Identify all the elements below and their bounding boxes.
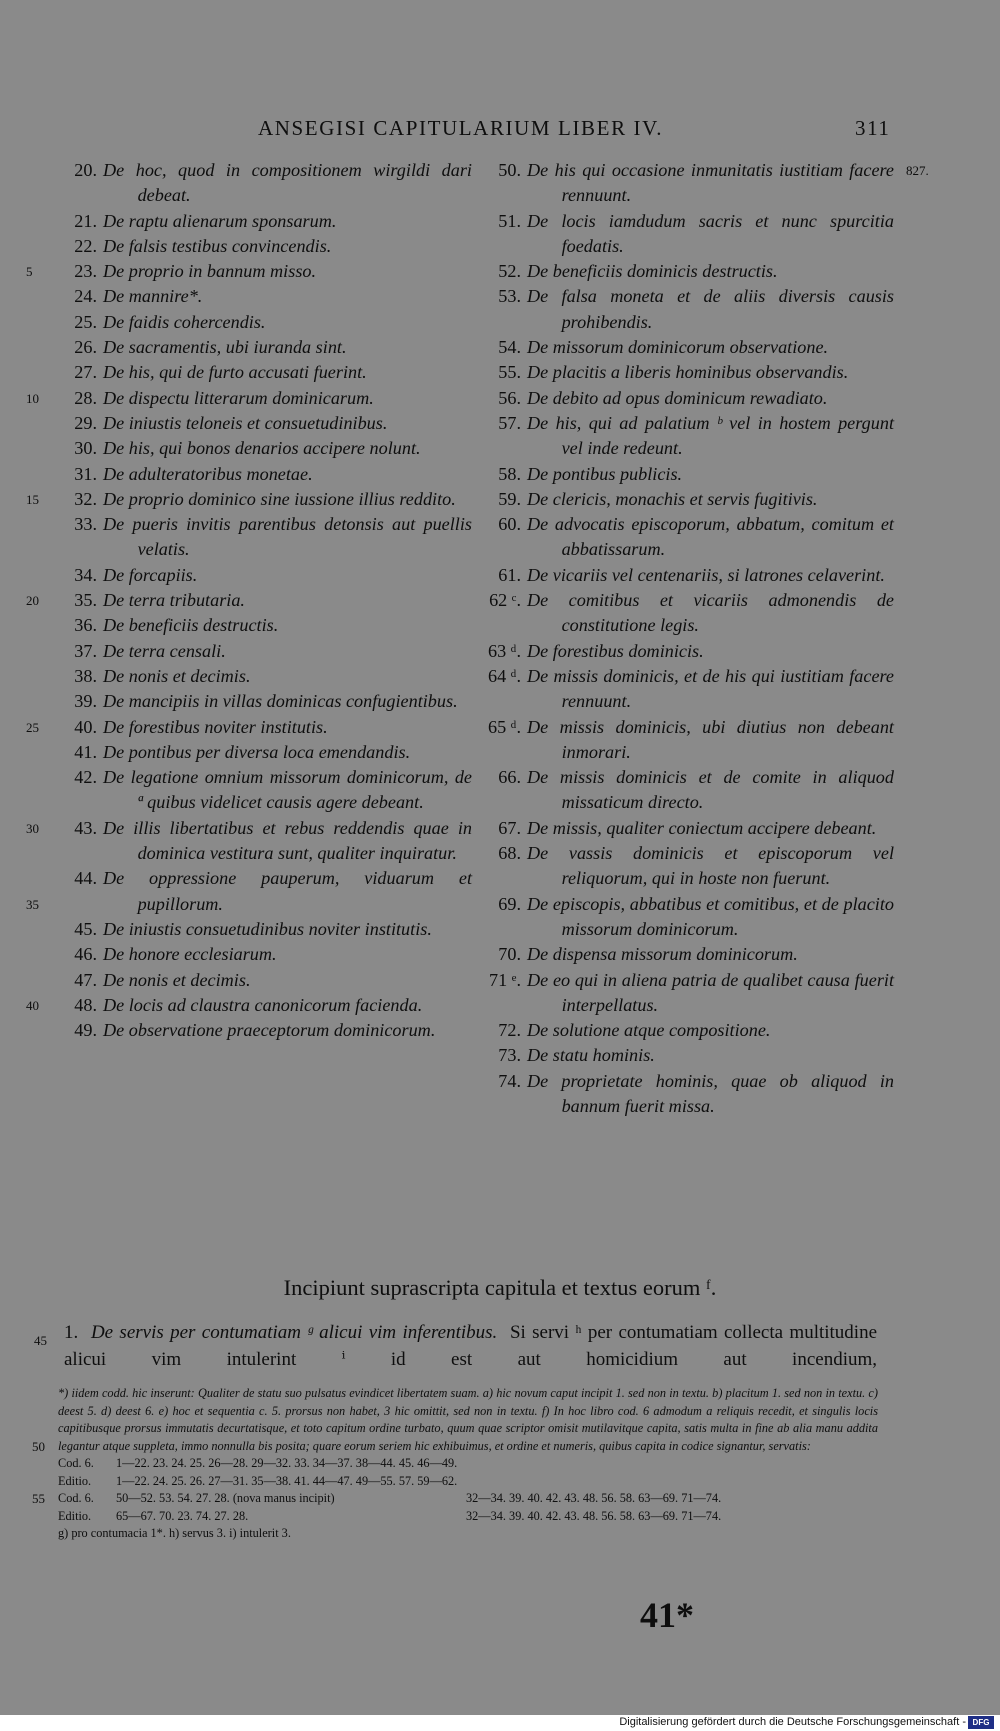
- chapter-number: 38.: [74, 665, 97, 686]
- footnote-paragraph: [32, 1385, 878, 1455]
- chapter-title: De placitis a liberis hominibus observandis.: [527, 362, 849, 383]
- chapter-number: 47.: [74, 969, 97, 990]
- chapter-entry: [30, 335, 472, 360]
- chapter-title: De sacramentis, ubi iuranda sint.: [103, 337, 347, 358]
- collation-values: 50—52. 53. 54. 27. 28. (nova manus incipit): [116, 1491, 335, 1505]
- chapter-title: De his qui occasione inmunitatis iustitiam facere rennuunt.: [527, 160, 894, 206]
- chapter-title: De oppressione pauperum, viduarum et pupillorum.: [103, 868, 472, 914]
- signature-mark: 41*: [640, 1595, 694, 1635]
- collation-row: [58, 1473, 878, 1491]
- marginal-year: 827.: [906, 163, 929, 178]
- chapter-title: De proprio dominico sine iussione illius reddito.: [103, 488, 456, 509]
- chapter-rubric: De servis per contumatiam ᵍ alicui vim inferentibus.: [90, 1322, 498, 1343]
- chapter-title: De mancipiis in villas dominicas confugientibus.: [103, 691, 458, 712]
- chapter-number: 50.: [498, 160, 521, 180]
- chapter-title: De beneficiis dominicis destructis.: [527, 261, 778, 282]
- chapter-number: 33.: [74, 514, 97, 535]
- line-number: 45: [34, 1333, 47, 1348]
- chapter-number: 54.: [498, 337, 521, 358]
- chapter-number: 70.: [498, 944, 521, 965]
- chapter-entry: [484, 335, 894, 360]
- chapter-number: 64 ᵈ.: [488, 665, 521, 686]
- chapter-title: De observatione praeceptorum dominicorum.: [103, 1020, 436, 1041]
- line-number: 10: [26, 390, 39, 406]
- chapter-entry: [484, 462, 894, 487]
- chapter-number: 67.: [498, 817, 521, 838]
- chapter-title: De legatione omnium missorum dominicorum, de ª quibus videlicet causis agere debeant.: [103, 767, 472, 813]
- chapter-title: De pontibus per diversa loca emendandis.: [103, 741, 411, 762]
- collation-table: [32, 1455, 878, 1525]
- chapter-entry: [484, 386, 894, 411]
- chapter-title: De honore ecclesiarum.: [103, 944, 277, 965]
- chapter-number: 62 ᶜ.: [489, 590, 521, 611]
- chapter-entry: [484, 158, 894, 209]
- chapter-entry: [30, 816, 472, 867]
- collation-values: 1—22. 23. 24. 25. 26—28. 29—32. 33. 34—37. 38—44. 45. 46—49.: [116, 1456, 458, 1470]
- chapter-number: 27.: [74, 362, 97, 383]
- chapter-entry: [26, 386, 472, 411]
- chapter-entry: [26, 866, 472, 917]
- line-number: 15: [26, 491, 39, 507]
- chapter-entry: [484, 765, 894, 816]
- chapter-title: De raptu alienarum sponsarum.: [103, 210, 337, 231]
- chapter-number: 57.: [498, 412, 521, 433]
- chapter-text: Si servi ʰ per contumatiam collecta multitudine alicui vim intulerint ⁱ id est aut homicidium aut incendium,: [64, 1322, 878, 1370]
- chapter-list-right: [484, 158, 929, 1119]
- chapter-title: De vassis dominicis et episcoporum vel reliquorum, qui in hoste non fuerunt.: [527, 843, 894, 889]
- chapter-title: De dispectu litterarum dominicarum.: [103, 387, 374, 408]
- chapter-title: De mannire*.: [103, 286, 203, 307]
- chapter-title: De missis dominicis, et de his qui iustitiam facere rennuunt.: [527, 665, 894, 712]
- chapter-entry: [484, 259, 894, 284]
- chapter-title: De beneficiis destructis.: [103, 615, 279, 636]
- chapter-title: De dispensa missorum dominicorum.: [527, 944, 798, 965]
- chapter-entry: [484, 892, 894, 943]
- chapter-number: 51.: [498, 210, 521, 231]
- chapter-entry: [30, 512, 472, 563]
- chapter-title: De nonis et decimis.: [103, 969, 251, 990]
- collation-label: Cod. 6.: [58, 1491, 94, 1505]
- chapter-entry: [484, 942, 894, 967]
- chapter-title: De pueris invitis parentibus detonsis aut puellis velatis.: [103, 514, 472, 560]
- chapter-number: 1.: [64, 1322, 79, 1343]
- collation-label: Editio.: [58, 1473, 92, 1488]
- chapter-entry: [484, 816, 894, 841]
- chapter-number: 71 ᵉ.: [489, 969, 521, 990]
- chapter-entry: [484, 411, 894, 462]
- collation-label: Editio.: [58, 1508, 92, 1523]
- chapter-number: 46.: [74, 944, 97, 965]
- chapter-number: 35.: [74, 590, 97, 611]
- chapter-number: 22.: [74, 235, 97, 256]
- collation-row: [32, 1490, 878, 1508]
- chapter-title: De missis dominicis, ubi diutius non debeant inmorari.: [527, 716, 894, 762]
- chapter-entry: [484, 360, 894, 385]
- chapter-title: De falsis testibus convincendis.: [103, 235, 332, 256]
- chapter-title: De nonis et decimis.: [103, 665, 251, 686]
- collation-row: [58, 1508, 878, 1526]
- line-number: 50: [32, 1439, 45, 1454]
- chapter-entry: [30, 613, 472, 638]
- chapter-title: De his, qui ad palatium ᵇ vel in hostem pergunt vel inde redeunt.: [527, 412, 894, 459]
- chapter-entry: [30, 1018, 472, 1043]
- chapter-number: 65 ᵈ.: [488, 716, 521, 737]
- chapter-number: 34.: [74, 564, 97, 585]
- chapter-entry: [484, 715, 894, 766]
- chapter-number: 55.: [498, 362, 521, 383]
- chapter-entry: [484, 588, 894, 639]
- chapter-entry: [484, 487, 894, 512]
- chapter-title: De forcapiis.: [103, 564, 198, 585]
- chapter-title: De clericis, monachis et servis fugitivis.: [527, 488, 818, 509]
- collation-values: 1—22. 24. 25. 26. 27—31. 35—38. 41. 44—47. 49—55. 57. 59—62.: [116, 1473, 458, 1488]
- chapter-number: 73.: [498, 1045, 521, 1066]
- dfg-logo: DFG: [968, 1716, 994, 1729]
- chapter-entry: [484, 664, 894, 715]
- chapter-title: De locis ad claustra canonicorum facienda.: [103, 994, 423, 1015]
- chapter-number: 30.: [74, 438, 97, 459]
- line-number: 40: [26, 997, 39, 1013]
- chapter-entry: [30, 462, 472, 487]
- chapter-entry: [26, 259, 472, 284]
- chapter-title: De advocatis episcoporum, abbatum, comitum et abbatissarum.: [527, 514, 894, 560]
- chapter-number: 68.: [498, 843, 521, 864]
- chapter-entry: [26, 487, 472, 512]
- section-heading: Incipiunt suprascripta capitula et textus eorum ᶠ.: [283, 1275, 717, 1300]
- digitization-credit: Digitalisierung gefördert durch die Deutsche Forschungsgemeinschaft -: [619, 1716, 966, 1728]
- chapter-entry: [484, 284, 894, 335]
- chapter-number: 36.: [74, 615, 97, 636]
- chapter-entry: [484, 841, 894, 892]
- line-number: 20: [26, 593, 39, 609]
- chapter-number: 63 ᵈ.: [488, 640, 521, 661]
- chapter-title: De statu hominis.: [527, 1045, 655, 1066]
- chapter-number: 28.: [74, 387, 97, 408]
- chapter-number: 41.: [74, 741, 97, 762]
- chapter-list-left: [26, 158, 472, 1043]
- footnotes: [32, 1385, 878, 1543]
- chapter-number: 59.: [498, 488, 521, 509]
- chapter-number: 69.: [498, 893, 521, 914]
- chapter-number: 20.: [74, 160, 97, 180]
- chapter-number: 39.: [74, 691, 97, 712]
- chapter-entry: [30, 563, 472, 588]
- chapter-title: De forestibus dominicis.: [527, 640, 704, 661]
- chapter-entry: [30, 310, 472, 335]
- chapter-title: De vicariis vel centenariis, si latrones celaverint.: [527, 564, 885, 585]
- chapter-number: 37.: [74, 640, 97, 661]
- line-number: 25: [26, 719, 39, 735]
- chapter-number: 53.: [498, 286, 521, 307]
- chapter-title: De his, qui de furto accusati fuerint.: [103, 362, 367, 383]
- chapter-title: De solutione atque compositione.: [527, 1020, 771, 1041]
- chapter-number: 44.: [74, 868, 97, 889]
- collation-values: 65—67. 70. 23. 74. 27. 28.: [116, 1508, 249, 1523]
- chapter-title: De proprio in bannum misso.: [103, 261, 317, 282]
- chapter-number: 48.: [74, 994, 97, 1015]
- chapter-entry: [30, 917, 472, 942]
- chapter-entry: [26, 588, 472, 613]
- chapter-title: De comitibus et vicariis admonendis de constitutione legis.: [527, 590, 894, 636]
- chapter-number: 49.: [74, 1020, 97, 1041]
- chapter-number: 40.: [74, 716, 97, 737]
- chapter-entry: [30, 411, 472, 436]
- chapter-title: De iniustis teloneis et consuetudinibus.: [103, 412, 388, 433]
- chapter-entry: [30, 740, 472, 765]
- chapter-entry: [30, 284, 472, 309]
- chapter-title: De proprietate hominis, quae ob aliquod in bannum fuerit missa.: [527, 1070, 894, 1116]
- chapter-entry: [30, 664, 472, 689]
- line-number: 5: [26, 264, 33, 280]
- collation-label: Cod. 6.: [58, 1456, 94, 1470]
- collation-values: [466, 1473, 878, 1491]
- chapter-number: 66.: [498, 767, 521, 788]
- collation-values: 32—34. 39. 40. 42. 43. 48. 56. 58. 63—69. 71—74.: [466, 1491, 722, 1505]
- chapter-entry: [30, 715, 472, 740]
- chapter-entry: [30, 360, 472, 385]
- chapter-title: De hoc, quod in compositionem wirgildi dari debeat.: [103, 160, 472, 206]
- running-head: ANSEGISI CAPITULARIUM LIBER IV.: [258, 116, 664, 140]
- chapter-number: 25.: [74, 311, 97, 332]
- chapter-number: 42.: [74, 767, 97, 788]
- collation-values: [466, 1455, 878, 1473]
- chapter-title: De eo qui in aliena patria de qualibet causa fuerit interpellatus.: [527, 969, 894, 1015]
- chapter-entry: [484, 639, 894, 664]
- chapter-number: 52.: [498, 261, 521, 282]
- chapter-number: 61.: [498, 564, 521, 585]
- body-paragraph: [64, 1319, 877, 1373]
- chapter-entry: [26, 993, 472, 1018]
- chapter-entry: [484, 1069, 894, 1120]
- chapter-number: 24.: [74, 286, 97, 307]
- chapter-number: 26.: [74, 337, 97, 358]
- chapter-entry: [484, 563, 894, 588]
- chapter-number: 74.: [498, 1070, 521, 1091]
- chapter-title: De terra censali.: [103, 640, 226, 661]
- chapter-number: 45.: [74, 918, 97, 939]
- line-number: 30: [26, 820, 39, 836]
- chapter-entry: [30, 968, 472, 993]
- chapter-title: De episcopis, abbatibus et comitibus, et de placito missorum dominicorum.: [527, 893, 894, 939]
- chapter-entry: [484, 512, 894, 563]
- collation-row: [58, 1455, 878, 1473]
- chapter-number: 23.: [74, 261, 97, 282]
- chapter-entry: [484, 1018, 894, 1043]
- chapter-title: De missis dominicis et de comite in aliquod missaticum directo.: [527, 767, 894, 813]
- chapter-entry: [30, 158, 472, 209]
- chapter-entry: [484, 1043, 894, 1068]
- chapter-number: 43.: [74, 817, 97, 838]
- chapter-number: 29.: [74, 412, 97, 433]
- collation-values: 32—34. 39. 40. 42. 43. 48. 56. 58. 63—69. 71—74.: [466, 1508, 722, 1523]
- chapter-title: De pontibus publicis.: [527, 463, 683, 484]
- chapter-entry: [30, 639, 472, 664]
- chapter-title: De falsa moneta et de aliis diversis causis prohibendis.: [527, 286, 894, 332]
- chapter-title: De faidis cohercendis.: [103, 311, 266, 332]
- page-number: 311: [855, 116, 891, 140]
- chapter-title: De locis iamdudum sacris et nunc spurcitia foedatis.: [527, 210, 894, 256]
- chapter-title: De missis, qualiter coniectum accipere debeant.: [527, 817, 877, 838]
- chapter-entry: [30, 209, 472, 234]
- chapter-entry: [484, 968, 894, 1019]
- chapter-title: De iniustis consuetudinibus noviter institutis.: [103, 918, 432, 939]
- chapter-number: 21.: [74, 210, 97, 231]
- footnote-text: *) iidem codd. hic inserunt: Qualiter de statu suo pulsatus evindicet libertatem suam. a) hic novum caput incipit 1. sed non in textu. b) placitum 1. sed non in textu. c) deest 5. d) deest 6. e) hoc et sequentia c. 5. prorsus non habet, 3 hic omittit, sed non in textu. f) In hoc libro cod. 6 admodum a reliquis recedit, et singulis locis capitibusque prorsus immutatis decurtatisque, et toto capitum ordine turbato, quum quae scriptor omisit mutilavitque capita, satis multa in fine ab alia manu addita legantur atque suppleta, immo nonnulla bis posita; quare eorum seriem hic exhibuimus, et ordine et numeris, quibus capita in codice signantur, servatis:: [58, 1386, 878, 1453]
- chapter-title: De missorum dominicorum observatione.: [527, 337, 829, 358]
- chapter-entry: [30, 234, 472, 259]
- chapter-title: De forestibus noviter institutis.: [103, 716, 328, 737]
- chapter-number: 58.: [498, 463, 521, 484]
- line-number: 55: [32, 1491, 45, 1506]
- chapter-title: De debito ad opus dominicum rewadiato.: [527, 387, 828, 408]
- footnote-last: g) pro contumacia 1*. h) servus 3. i) intulerit 3.: [58, 1526, 291, 1540]
- chapter-entry: [30, 942, 472, 967]
- chapter-number: 32.: [74, 488, 97, 509]
- chapter-number: 31.: [74, 463, 97, 484]
- line-number: 35: [26, 896, 39, 912]
- chapter-entry: [484, 209, 894, 260]
- chapter-number: 60.: [498, 514, 521, 535]
- chapter-title: De adulteratoribus monetae.: [103, 463, 313, 484]
- chapter-title: De illis libertatibus et rebus reddendis quae in dominica vestitura sunt, qualiter inquiratur.: [103, 817, 472, 864]
- chapter-number: 56.: [498, 387, 521, 408]
- chapter-title: De his, qui bonos denarios accipere nolunt.: [103, 438, 421, 459]
- chapter-entry: [30, 436, 472, 461]
- chapter-number: 72.: [498, 1020, 521, 1041]
- chapter-title: De terra tributaria.: [103, 590, 245, 611]
